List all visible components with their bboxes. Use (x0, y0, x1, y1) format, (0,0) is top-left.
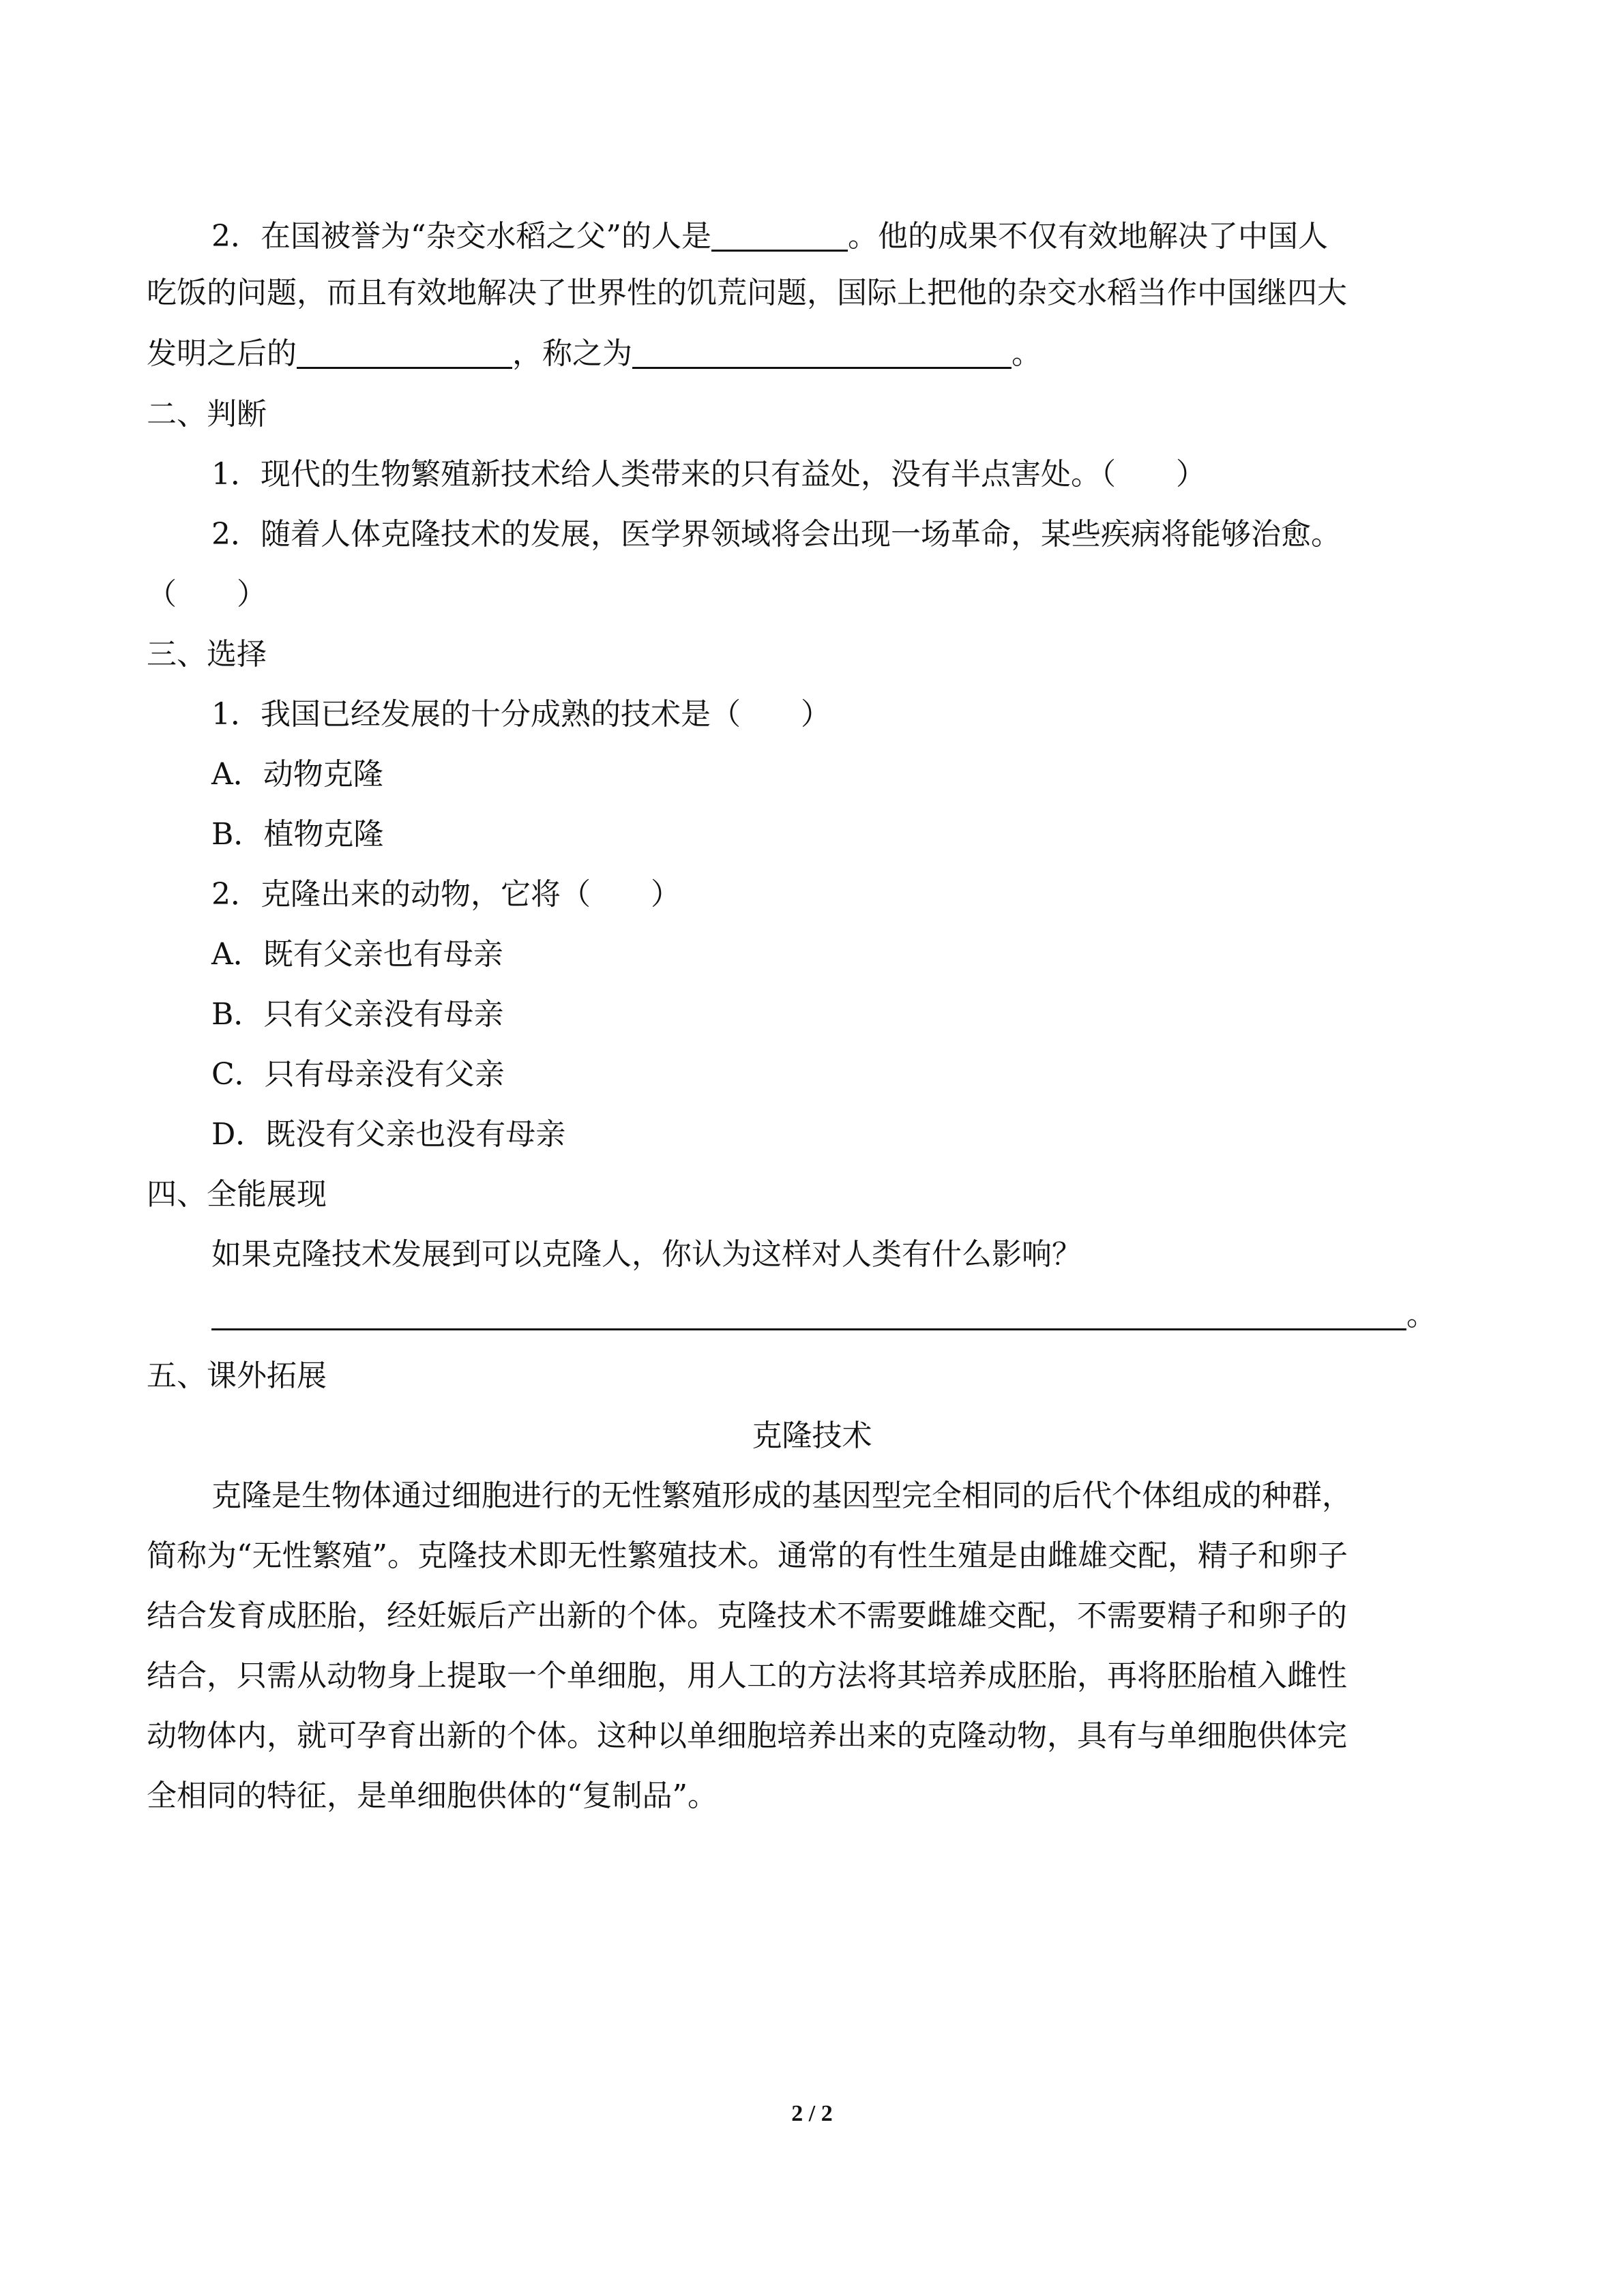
ability-answer-end: 。 (1406, 1298, 1436, 1332)
fill-question-2-text-a: 2．在国被誉为“杂交水稻之父”的人是 (211, 219, 711, 254)
ability-question: 如果克隆技术发展到可以克隆人，你认为这样对人类有什么影响？ (211, 1237, 1082, 1272)
judge-question-1: 1．现代的生物繁殖新技术给人类带来的只有益处，没有半点害处。（ ） (211, 457, 1206, 492)
extension-paragraph-line-1: 克隆是生物体通过细胞进行的无性繁殖形成的基因型完全相同的后代个体组成的种群， (211, 1478, 1352, 1513)
section-heading-judge: 二、判断 (147, 397, 267, 432)
choice-question-1-option-a[interactable]: A．动物克隆 (211, 757, 383, 792)
fill-question-2-line-3 (147, 333, 1477, 374)
extension-paragraph-line-3: 结合发育成胚胎，经妊娠后产出新的个体。克隆技术不需要雌雄交配，不需要精子和卵子的 (147, 1598, 1347, 1633)
page-number: 2 / 2 (791, 2101, 833, 2126)
extension-paragraph-line-4: 结合，只需从动物身上提取一个单细胞，用人工的方法将其培养成胚胎，再将胚胎植入雌性 (147, 1658, 1347, 1693)
extension-paragraph-line-5: 动物体内，就可孕育出新的个体。这种以单细胞培养出来的克隆动物，具有与单细胞供体完 (147, 1718, 1347, 1753)
extension-paragraph-line-2: 简称为“无性繁殖”。克隆技术即无性繁殖技术。通常的有性生殖是由雌雄交配，精子和卵子 (147, 1538, 1348, 1573)
choice-question-1: 1．我国已经发展的十分成熟的技术是（ ） (211, 697, 831, 732)
fill-question-2-text-e: 。 (1012, 336, 1042, 371)
choice-question-1-option-b[interactable]: B．植物克隆 (211, 817, 384, 852)
choice-question-2-option-c[interactable]: C．只有母亲没有父亲 (211, 1057, 505, 1092)
answer-blank-ability[interactable] (211, 1294, 1406, 1330)
choice-question-2-option-b[interactable]: B．只有父亲没有母亲 (211, 997, 504, 1032)
choice-question-2: 2．克隆出来的动物，它将（ ） (211, 877, 681, 912)
judge-question-2: 2．随着人体克隆技术的发展，医学界领域将会出现一场革命，某些疾病将能够治愈。 (211, 517, 1341, 552)
fill-question-2-line-2: 吃饭的问题，而且有效地解决了世界性的饥荒问题，国际上把他的杂交水稻当作中国继四大 (147, 275, 1347, 310)
section-heading-ability: 四、全能展现 (147, 1177, 327, 1212)
ability-answer-line (211, 1294, 1541, 1336)
answer-blank-invention[interactable] (297, 333, 512, 369)
choice-question-2-option-a[interactable]: A．既有父亲也有母亲 (211, 937, 503, 972)
fill-question-2-line-1 (211, 215, 1541, 257)
extension-paragraph-line-6: 全相同的特征，是单细胞供体的“复制品”。 (147, 1778, 718, 1813)
section-heading-choice: 三、选择 (147, 637, 267, 672)
fill-question-2-text-b: 。他的成果不仅有效地解决了中国人 (847, 219, 1328, 254)
answer-blank-person[interactable] (711, 215, 848, 252)
extension-title: 克隆技术 (752, 1418, 872, 1453)
answer-blank-name[interactable] (632, 333, 1012, 369)
fill-question-2-text-c: 发明之后的 (147, 336, 297, 371)
section-heading-extension: 五、课外拓展 (147, 1358, 327, 1393)
judge-question-2-paren[interactable]: （ ） (147, 577, 267, 612)
choice-question-2-option-d[interactable]: D．既没有父亲也没有母亲 (211, 1117, 566, 1152)
fill-question-2-text-d: ，称之为 (512, 336, 632, 371)
